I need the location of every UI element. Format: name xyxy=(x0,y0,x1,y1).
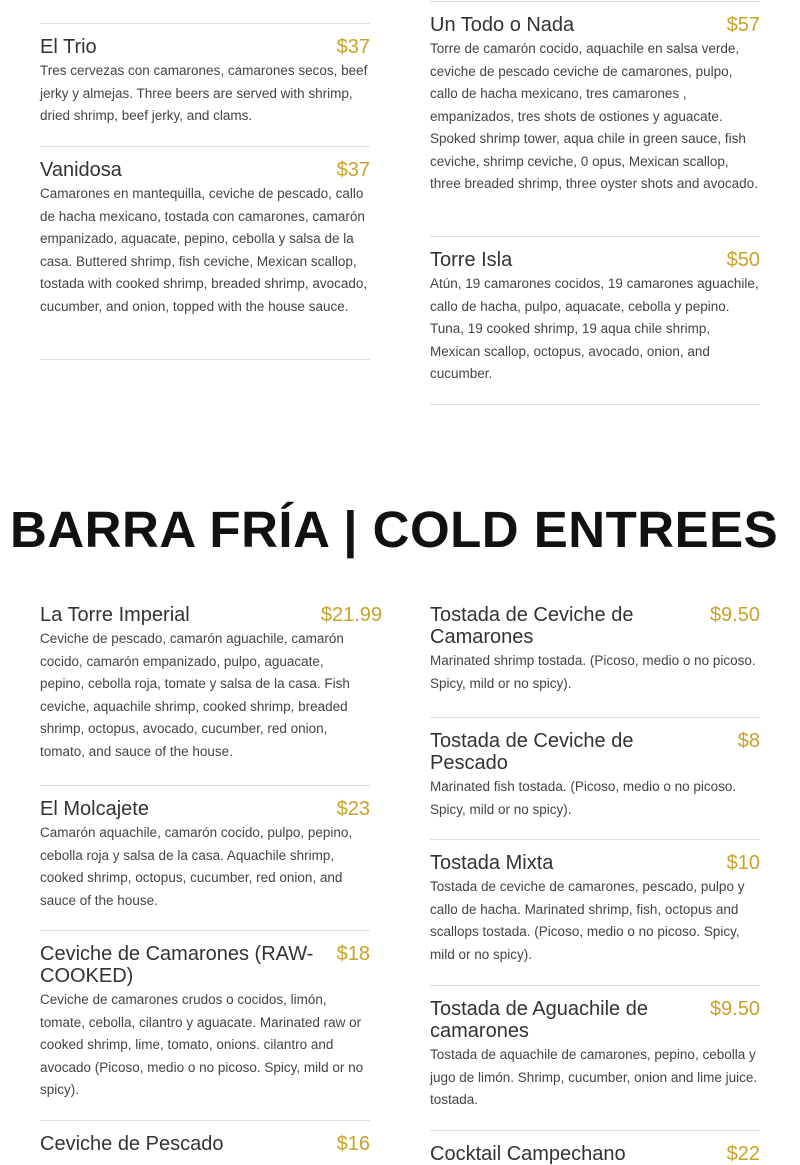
item-price: $8 xyxy=(737,730,760,752)
divider xyxy=(430,404,760,405)
item-name: Torre Isla xyxy=(430,249,513,271)
item-price: $37 xyxy=(336,36,370,58)
item-description: Camarón aquachile, camarón cocido, pulpo, pepino, cebolla roja y salsa de la casa. Aquachile shrimp, cooked shrimp, octopus, cucumber, red onion, and sauce of the house. xyxy=(40,825,353,908)
item-price: $23 xyxy=(336,798,370,820)
menu-item xyxy=(40,23,370,128)
menu-item xyxy=(430,592,760,695)
item-price: $18 xyxy=(336,943,370,965)
item-price: $57 xyxy=(726,14,760,36)
menu-item xyxy=(430,1,760,196)
item-price: $21.99 xyxy=(320,604,382,626)
menu-item xyxy=(40,592,382,763)
item-name: El Trio xyxy=(40,36,97,58)
item-name: Ceviche de Pescado xyxy=(40,1133,224,1155)
item-name: Ceviche de Camarones (RAW- COOKED) xyxy=(40,943,314,987)
menu-item xyxy=(40,146,370,318)
item-description: Marinated fish tostada. (Picoso, medio o no picoso. Spicy, mild or no spicy). xyxy=(430,779,737,817)
item-description: Tostada de aquachile de camarones, pepino, cebolla y jugo de limón. Shrimp, cucumber, onion and lime juice. tostada. xyxy=(430,1047,758,1107)
menu-item xyxy=(430,236,760,386)
menu-item xyxy=(430,839,760,966)
item-description: Ceviche de camarones crudos o cocidos, limón, tomate, cebolla, cilantro y aguacate. Marinated raw or cooked shrimp, lime, tomato, onions. cilantro and avocado (Picoso, medio o no picoso. Spicy, mild or no spicy). xyxy=(40,992,364,1097)
item-price: $50 xyxy=(726,249,760,271)
item-name: Tostada de Aguachile de camarones xyxy=(430,998,648,1042)
item-description: Tostada de ceviche de camarones, pescado, pulpo y callo de hacha. Marinated shrimp, fish, octopus and scallops tostada. (Picoso, medio o no picoso. Spicy, mild or no spicy). xyxy=(430,879,745,962)
divider xyxy=(40,359,370,360)
item-name: Un Todo o Nada xyxy=(430,14,575,36)
item-description: Atún, 19 camarones cocidos, 19 camarones aguachile, callo de hacha, pulpo, aquacate, cebolla y pepino. Tuna, 19 cooked shrimp, 19 aqua chile shrimp, Mexican scallop, octopus, avocado, onion, and cucumber. xyxy=(430,276,759,381)
menu-item xyxy=(430,985,760,1112)
item-price: $22 xyxy=(726,1143,760,1165)
menu-item xyxy=(40,785,370,912)
item-price: $10 xyxy=(726,852,760,874)
menu-item xyxy=(40,930,370,1102)
item-description: Torre de camarón cocido, aquachile en salsa verde, ceviche de pescado ceviche de camarones, pulpo, callo de hacha mexicano, tres camarones , empanizados, tres shots de ostiones y aguacate. Spoked shrimp tower, aqua chile in green sauce, fish ceviche, shrimp ceviche, 0 opus, Mexican scallop, three breaded shrimp, three oyster shots and avocado. xyxy=(430,41,758,191)
menu-item xyxy=(40,1120,370,1155)
item-price: $37 xyxy=(336,159,370,181)
item-description: Tres cervezas con camarones, camarones secos, beef jerky y almejas. Three beers are served with shrimp, dried shrimp, beef jerky, and clams. xyxy=(40,63,368,123)
item-description: Ceviche de pescado, camarón aguachile, camarón cocido, camarón empanizado, pulpo, aguacate, pepino, cebolla roja, tomate y salsa de la casa. Fish ceviche, aquachile shrimp, cooked shrimp, breaded shrimp, octopus, avocado, cucumber, red onion, tomato, and sauce of the house. xyxy=(40,631,350,759)
menu-item xyxy=(430,717,760,821)
item-price: $9.50 xyxy=(709,604,760,626)
section-title: BARRA FRÍA | COLD ENTREES xyxy=(10,501,779,558)
item-name: Tostada de Ceviche de Camarones xyxy=(430,604,634,648)
item-name: Cocktail Campechano xyxy=(430,1143,626,1165)
item-description: Camarones en mantequilla, ceviche de pescado, callo de hacha mexicano, tostada con camarones, camarón empanizado, aquacate, pepino, cebolla y salsa de la casa. Buttered shrimp, fish ceviche, Mexican scallop, tostada with cooked shrimp, breaded shrimp, avocado, cucumber, and onion, topped with the house sauce. xyxy=(40,186,368,314)
item-name: Tostada Mixta xyxy=(430,852,554,874)
item-name: Tostada de Ceviche de Pescado xyxy=(430,730,634,774)
item-name: El Molcajete xyxy=(40,798,149,820)
item-price: $9.50 xyxy=(709,998,760,1020)
item-price: $16 xyxy=(336,1133,370,1155)
item-description: Marinated shrimp tostada. (Picoso, medio o no picoso. Spicy, mild or no spicy). xyxy=(430,653,756,691)
item-name: Vanidosa xyxy=(40,159,122,181)
item-name: La Torre Imperial xyxy=(40,604,190,626)
